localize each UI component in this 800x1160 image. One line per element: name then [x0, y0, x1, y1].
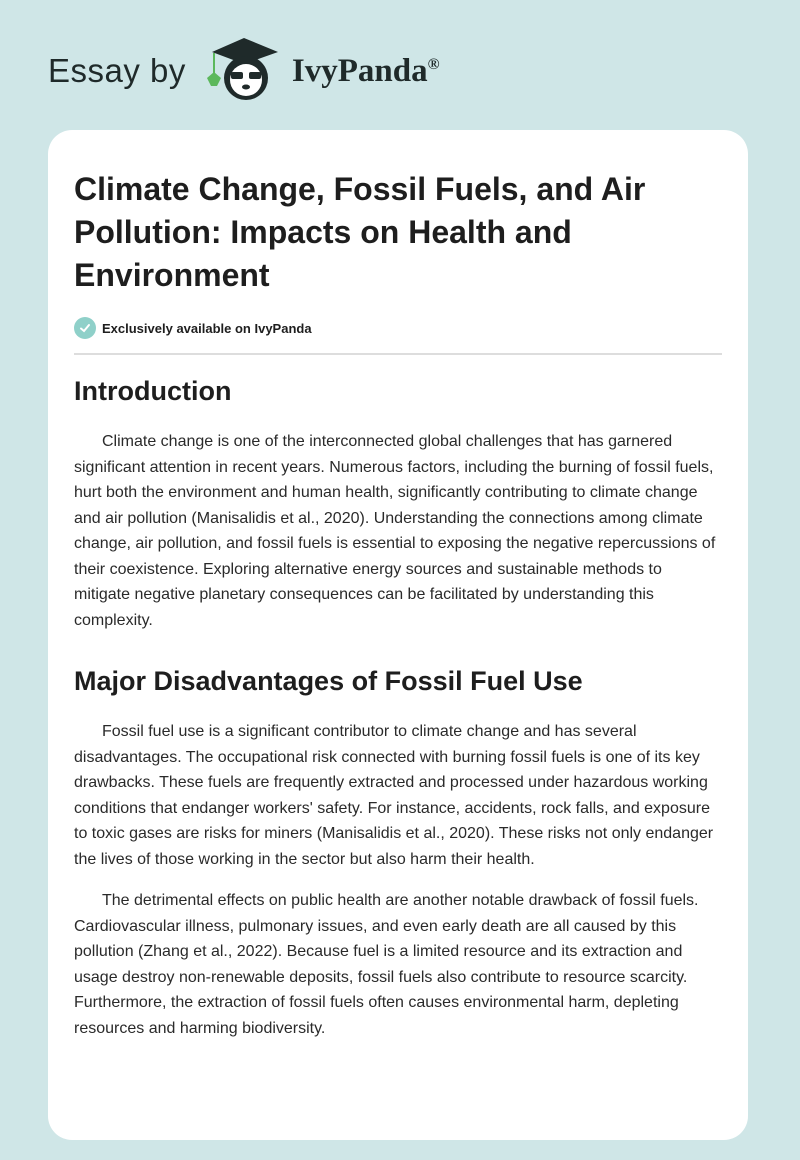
paragraph: The detrimental effects on public health are another notable drawback of fossil fuels. Cardiovascular illness, pulmonary issues, and even early death are all caused by this pollution (Zhang et al., 2022). Because fuel is a limited resource and its extraction and usage destroy non-renewable deposits, fossil fuels also contribute to resource scarcity. Furthermore, the extraction of fossil fuels often causes environmental harm, depleting resources and harming biodiversity. — [74, 892, 699, 1037]
badge-text: Exclusively available on IvyPanda — [102, 320, 312, 336]
essay-by-label: Essay by — [48, 52, 186, 89]
site-header — [48, 36, 440, 106]
essay-title: Climate Change, Fossil Fuels, and Air Pollution: Impacts on Health and Environment — [74, 171, 646, 293]
brand-text: IvyPanda — [291, 52, 428, 89]
divider — [74, 353, 722, 355]
section-heading: Introduction — [74, 376, 232, 406]
paragraph: Climate change is one of the interconnected global challenges that has garnered significant attention in recent years. Numerous factors, including the burning of fossil fuels, hurt both the environment and human health, significantly contributing to climate change and air pollution (Manisalidis et al., 2020). Understanding the connections among climate change, air pollution, and fossil fuels is essential to exposing the negative repercussions of their coexistence. Exploring alternative energy sources and sustainable methods to mitigate negative planetary consequences can be facilitated by understanding this complexity. — [74, 433, 716, 629]
ivypanda-logo-icon[interactable] — [204, 34, 284, 109]
brand-name[interactable] — [292, 53, 440, 90]
section-heading: Major Disadvantages of Fossil Fuel Use — [74, 666, 583, 696]
section-introduction — [74, 373, 722, 633]
exclusive-badge — [74, 317, 722, 339]
check-icon — [74, 317, 96, 339]
paragraph: Fossil fuel use is a significant contributor to climate change and has several disadvantages. The occupational risk connected with burning fossil fuels is one of its key drawbacks. These fuels are frequently extracted and processed under hazardous working conditions that endanger workers' safety. For instance, accidents, rock falls, and exposure to toxic gases are risks for miners (Manisalidis et al., 2020). These risks not only endanger the lives of those working in the sector but also harm their health. — [74, 723, 714, 868]
registered-mark: ® — [427, 55, 440, 73]
section-disadvantages — [74, 663, 722, 1041]
essay-card — [48, 130, 748, 1140]
